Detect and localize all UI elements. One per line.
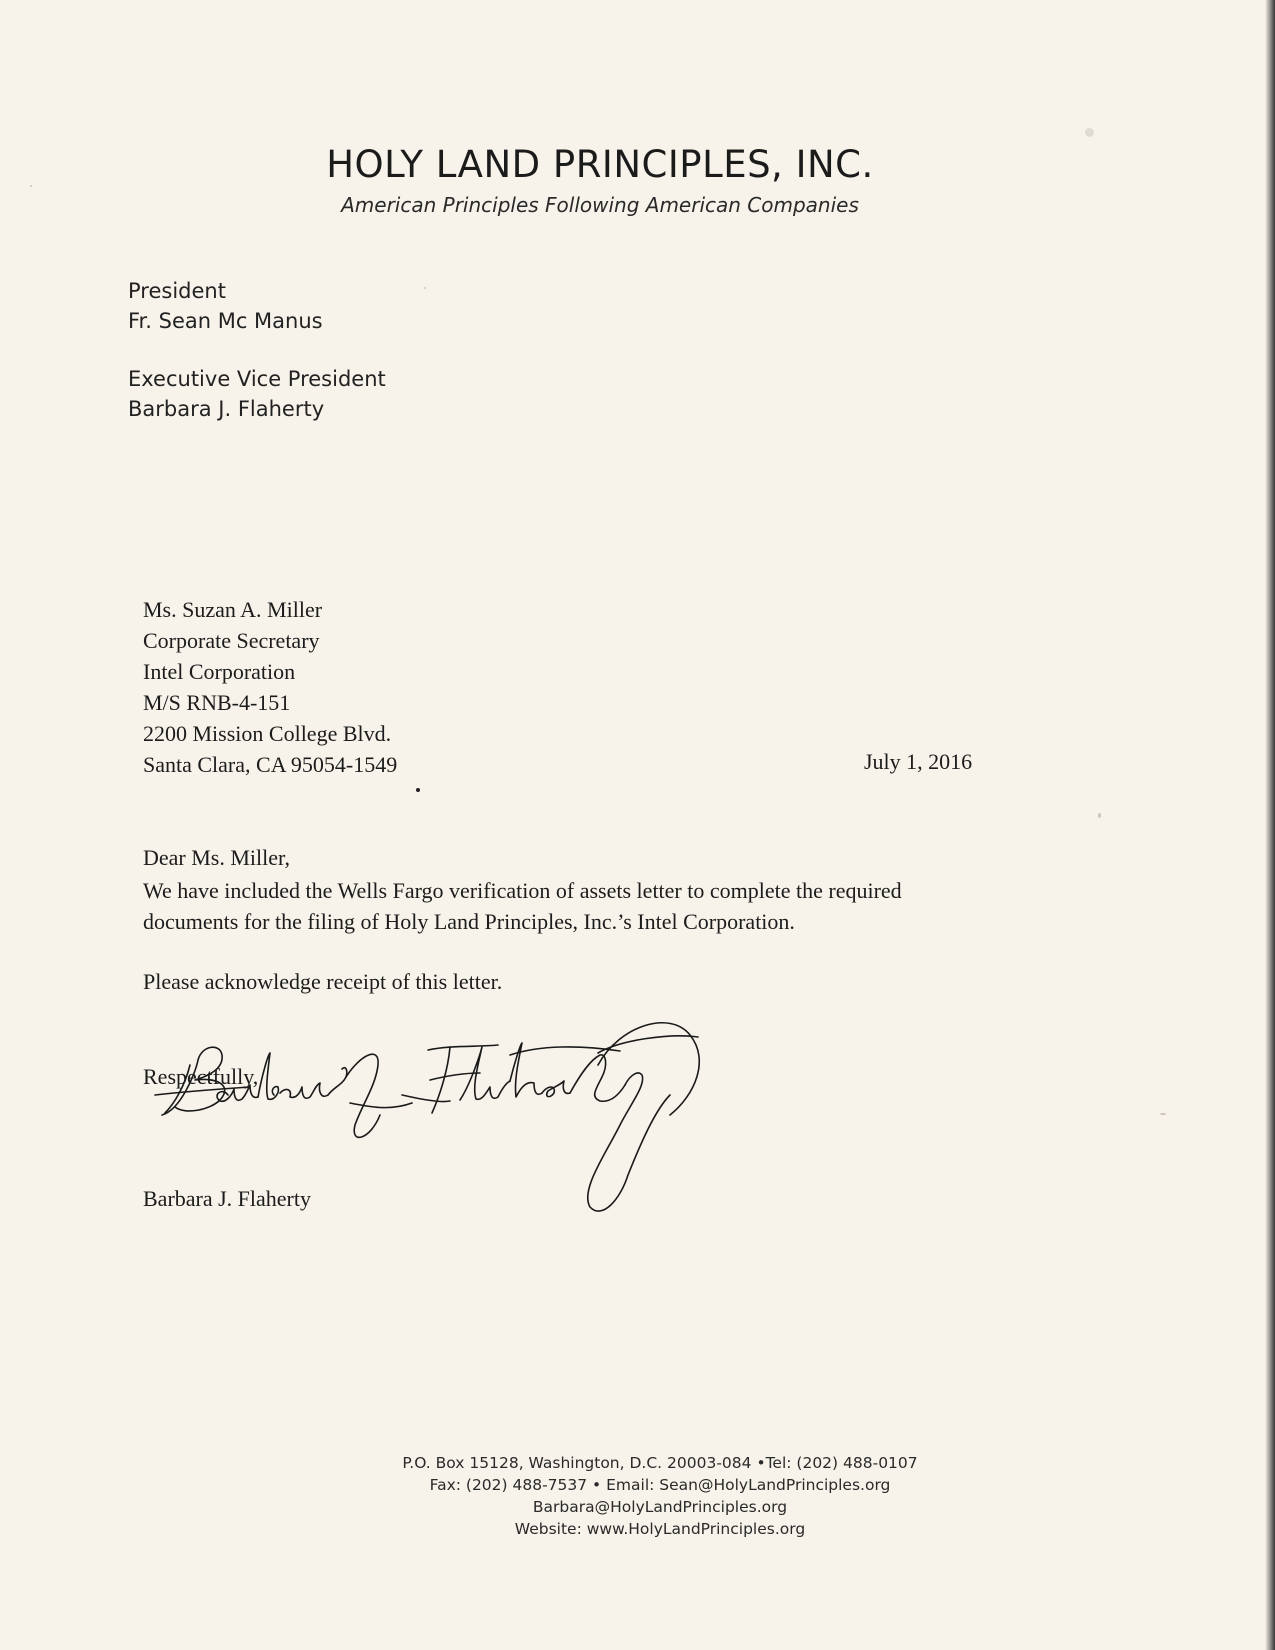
organization-name: HOLY LAND PRINCIPLES, INC.: [326, 143, 874, 186]
scan-speck: [1085, 128, 1094, 137]
letter-date: July 1, 2016: [864, 749, 973, 774]
recipient-line: Corporate Secretary: [143, 628, 320, 653]
body-line: We have included the Wells Fargo verification of assets letter to complete the required: [143, 878, 902, 903]
recipient-line: Santa Clara, CA 95054-1549: [143, 752, 398, 777]
footer-email: Barbara@HolyLandPrinciples.org: [532, 1498, 788, 1516]
scan-speck: [424, 287, 426, 289]
footer-address: P.O. Box 15128, Washington, D.C. 20003-084 •Tel: (202) 488-0107: [402, 1454, 918, 1472]
footer-website: Website: www.HolyLandPrinciples.org: [514, 1520, 806, 1538]
salutation: Dear Ms. Miller,: [143, 845, 290, 870]
letterhead-footer: [0, 1452, 1275, 1540]
recipient-address-block: [143, 594, 397, 780]
footer-contact: Fax: (202) 488-7537 • Email: Sean@HolyLandPrinciples.org: [429, 1476, 891, 1494]
acknowledge-request: Please acknowledge receipt of this letter.: [143, 969, 503, 994]
officer-name: Fr. Sean Mc Manus: [128, 309, 323, 333]
recipient-line: Intel Corporation: [143, 659, 296, 684]
scanner-edge-shadow: [1265, 0, 1275, 1650]
letter-body: [143, 875, 1043, 937]
officer-title: President: [128, 279, 226, 303]
recipient-line: 2200 Mission College Blvd.: [143, 721, 392, 746]
scan-speck: [416, 788, 420, 792]
officer-title: Executive Vice President: [128, 367, 386, 391]
scan-speck: [30, 185, 32, 187]
recipient-line: M/S RNB-4-151: [143, 690, 291, 715]
scan-speck: [1098, 813, 1101, 818]
organization-tagline: American Principles Following American Companies: [341, 193, 859, 217]
recipient-line: Ms. Suzan A. Miller: [143, 597, 323, 622]
scan-speck: [1160, 1113, 1166, 1115]
officer-president: [128, 276, 323, 336]
signer-name: Barbara J. Flaherty: [143, 1186, 311, 1211]
closing: Respectfully,: [143, 1064, 259, 1089]
body-line: documents for the filing of Holy Land Principles, Inc.’s Intel Corporation.: [143, 909, 795, 934]
officer-executive-vice-president: [128, 364, 386, 424]
officer-name: Barbara J. Flaherty: [128, 397, 325, 421]
